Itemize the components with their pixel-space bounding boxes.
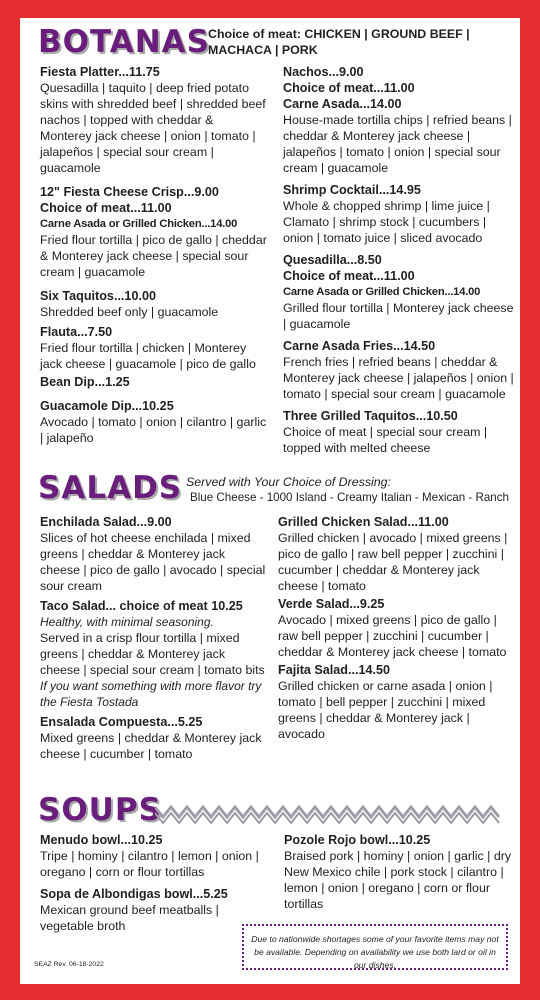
item-name: Fiesta Platter...11.75 [40,65,160,79]
menu-item [40,886,268,934]
item-description: Avocado | mixed greens | pico de gallo | raw bell pepper | zucchini | cucumber | cheddar & Monterey jack cheese | tomato [278,613,507,659]
item-name: Pozole Rojo bowl...10.25 [284,833,431,847]
item-name: Ensalada Compuesta...5.25 [40,715,203,729]
item-name: Carne Asada Fries...14.50 [283,339,436,353]
menu-item [40,64,268,176]
item-description: Braised pork | hominy | onion | garlic | dry New Mexico chile | pork stock | cilantro | lemon | onion | oregano | corn or flour tortillas [284,849,512,911]
menu-item [283,252,515,332]
item-name: Grilled Chicken Salad...11.00 [278,515,449,529]
zigzag-divider-icon [155,804,501,824]
item-description: House-made tortilla chips | refried beans | cheddar & Monterey jack cheese | jalapeños | tomato | onion | special sour cream | guacamole [283,113,512,175]
item-name-premium-option: Carne Asada...14.00 [283,97,402,111]
item-description: French fries | refried beans | cheddar & Monterey jack cheese | jalapeños | onion | tomato | special sour cream | guacamole [283,355,514,401]
botanas-right-column [283,64,515,460]
item-name-premium-option: Carne Asada or Grilled Chicken...14.00 [283,286,481,298]
item-name: 12" Fiesta Cheese Crisp...9.00 [40,185,219,199]
item-name: Three Grilled Taquitos...10.50 [283,409,458,423]
botanas-title: BOTANAS [38,24,210,60]
item-description: Shredded beef only | guacamole [40,305,219,319]
item-name: Flauta...7.50 [40,325,113,339]
menu-item [40,374,268,390]
item-description: Quesadilla | taquito | deep fried potato skins with shredded beef | shredded beef nachos | topped with cheddar & Monterey jack cheese | onion | tomato | jalapeños | special sour cream | guacamole [40,81,266,175]
botanas-meat-choice-line1: Choice of meat: CHICKEN | GROUND BEEF | [208,27,470,41]
salads-title: SALADS [38,470,183,506]
item-name: Guacamole Dip...10.25 [40,399,174,413]
item-description: Fried flour tortilla | chicken | Monterey jack cheese | guacamole | pico de gallo [40,341,256,371]
item-name-meat-option: Choice of meat...11.00 [40,201,172,215]
revision-label: SEAZ Rev. 06-18-2022 [34,961,104,968]
menu-item [283,64,515,176]
soups-left-column [40,832,268,938]
item-description: Grilled chicken or carne asada | onion | tomato | bell pepper | zucchini | mixed greens | cheddar & Monterey jack | avocado [278,679,493,741]
item-note: Healthy, with minimal seasoning. [40,615,214,629]
item-description: Whole & chopped shrimp | lime juice | Clamato | shrimp stock | cucumbers | onion | tomato juice | sliced avocado [283,199,490,245]
availability-notice: Due to nationwide shortages some of your favorite items may not be available. Depending on availability we use both lard or oil in our dishes. [242,924,508,970]
salads-left-column [40,514,268,766]
soups-right-column [284,832,514,916]
item-name: Six Taquitos...10.00 [40,289,156,303]
menu-item [40,184,268,280]
menu-item [284,832,514,912]
menu-item [40,398,268,446]
menu-item [278,596,510,660]
item-description: Served in a crisp flour tortilla | mixed greens | cheddar & Monterey jack cheese | special sour cream | tomato bits [40,631,265,677]
item-description: Choice of meat | special sour cream | topped with melted cheese [283,425,488,455]
item-name-premium-option: Carne Asada or Grilled Chicken...14.00 [40,218,238,230]
dressing-choice-title: Served with Your Choice of Dressing: [186,475,392,489]
menu-item [40,714,268,762]
item-name: Quesadilla...8.50 [283,253,382,267]
botanas-meat-choice-line2: MACHACA | PORK [208,43,318,57]
item-name: Bean Dip...1.25 [40,375,130,389]
menu-item [278,514,510,594]
item-description: Slices of hot cheese enchilada | mixed greens | cheddar & Monterey jack cheese | pico de gallo | avocado | special sour cream [40,531,266,593]
menu-item [283,338,515,402]
menu-item [40,514,268,594]
item-name: Taco Salad... choice of meat 10.25 [40,599,243,613]
item-description: Grilled chicken | avocado | mixed greens | pico de gallo | raw bell pepper | zucchini | cucumber | cheddar & Monterey jack cheese | tomato [278,531,508,593]
menu-item [40,288,268,320]
item-description: Avocado | tomato | onion | cilantro | garlic | jalapeño [40,415,267,445]
item-name: Sopa de Albondigas bowl...5.25 [40,887,228,901]
soups-title: SOUPS [38,792,162,828]
item-name-meat-option: Choice of meat...11.00 [283,269,415,283]
item-description: Fried flour tortilla | pico de gallo | cheddar & Monterey jack cheese | special sour cream | guacamole [40,233,267,279]
botanas-left-column [40,64,268,450]
menu-item [283,408,515,456]
item-name: Shrimp Cocktail...14.95 [283,183,421,197]
menu-item [278,662,510,742]
item-name: Enchilada Salad...9.00 [40,515,172,529]
dressing-options: Blue Cheese - 1000 Island - Creamy Italian - Mexican - Ranch [190,491,509,504]
item-name: Verde Salad...9.25 [278,597,385,611]
item-name: Nachos...9.00 [283,65,364,79]
item-name-meat-option: Choice of meat...11.00 [283,81,415,95]
item-description: Grilled flour tortilla | Monterey jack cheese | guacamole [283,301,514,331]
salads-right-column [278,514,510,746]
menu-item [283,182,515,246]
item-name: Fajita Salad...14.50 [278,663,391,677]
menu-page [20,18,520,984]
item-name: Menudo bowl...10.25 [40,833,163,847]
item-description: Mexican ground beef meatballs | vegetable broth [40,903,219,933]
menu-item [40,324,268,372]
item-description: Mixed greens | cheddar & Monterey jack cheese | cucumber | tomato [40,731,262,761]
item-description: Tripe | hominy | cilantro | lemon | onion | oregano | corn or flour tortillas [40,849,259,879]
menu-item [40,598,268,710]
menu-item [40,832,268,880]
item-note-suggestion: If you want something with more flavor try the Fiesta Tostada [40,679,262,709]
